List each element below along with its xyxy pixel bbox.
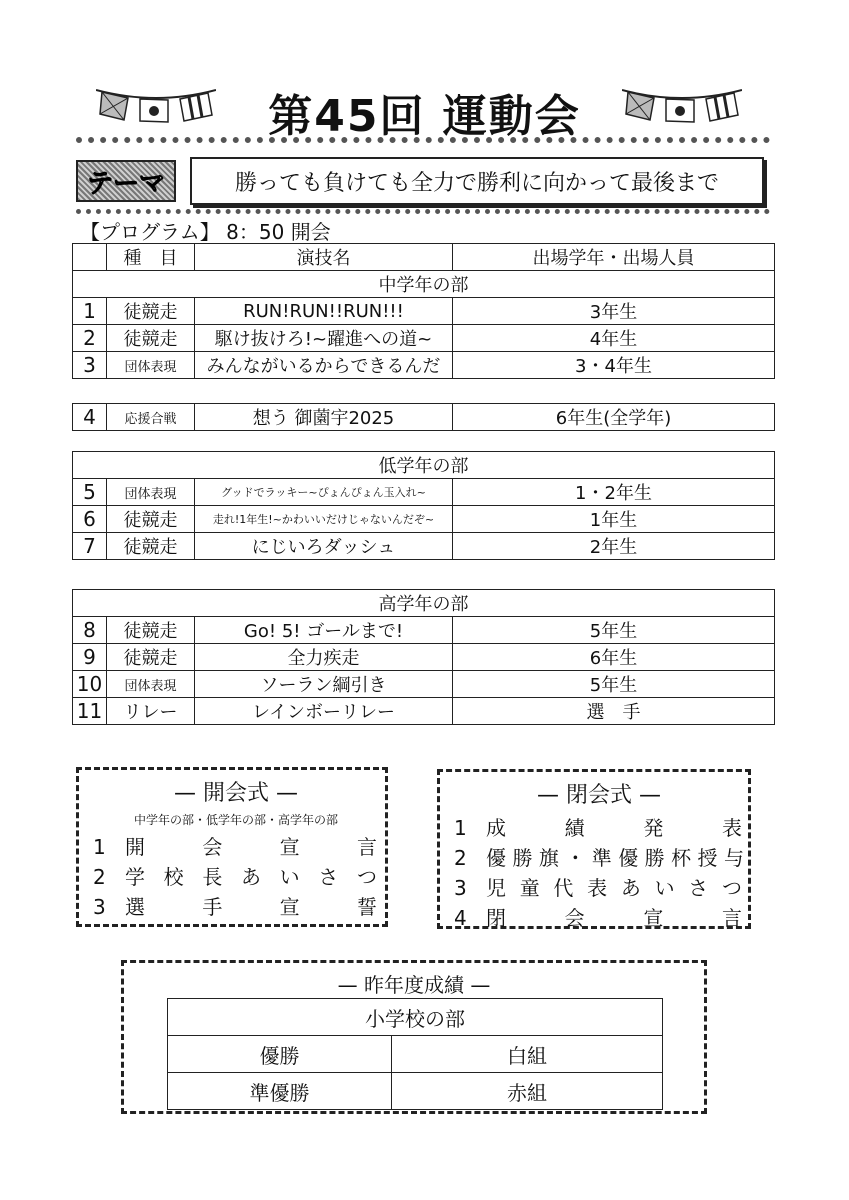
program-table-upper: [72, 589, 775, 725]
event-type: 徒競走: [107, 325, 195, 352]
list-item: [93, 832, 379, 862]
item-text: 成績発表: [486, 816, 744, 840]
table-row: [73, 533, 775, 560]
result-value: 赤組: [392, 1073, 663, 1110]
table-row: [73, 479, 775, 506]
section-header: 低学年の部: [73, 452, 775, 479]
item-number: 2: [454, 846, 467, 870]
column-header: 演技名: [195, 244, 453, 271]
item-text: 児童代表あいさつ: [486, 876, 744, 900]
closing-ceremony-box: [437, 769, 751, 929]
event-number: 8: [73, 617, 107, 644]
table-row: [73, 352, 775, 379]
event-name: RUN!RUN!!RUN!!!: [195, 298, 453, 325]
result-value: 白組: [392, 1036, 663, 1073]
table-row: [73, 617, 775, 644]
section-header: 小学校の部: [168, 999, 663, 1036]
event-name: 想う 御薗宇2025: [195, 404, 453, 431]
event-number: 7: [73, 533, 107, 560]
table-row: [168, 1036, 663, 1073]
event-grade: 1年生: [453, 506, 775, 533]
program-table-lower: [72, 451, 775, 560]
program-heading: 【プログラム】 8：50 開会: [80, 220, 331, 244]
event-number: 6: [73, 506, 107, 533]
table-row: [73, 404, 775, 431]
result-label: 準優勝: [168, 1073, 392, 1110]
event-type: 徒競走: [107, 506, 195, 533]
divider: [76, 137, 770, 143]
item-text: 優勝旗・準優勝杯授与: [486, 846, 744, 870]
event-name: みんながいるからできるんだ: [195, 352, 453, 379]
opening-ceremony-box: [76, 767, 388, 927]
event-number: 1: [73, 298, 107, 325]
event-number: 4: [73, 404, 107, 431]
event-grade: 選 手: [453, 698, 775, 725]
divider: [76, 209, 770, 214]
event-grade: 5年生: [453, 671, 775, 698]
event-number: 9: [73, 644, 107, 671]
event-grade: 1・2年生: [453, 479, 775, 506]
event-grade: 6年生(全学年): [453, 404, 775, 431]
event-name: グッドでラッキー~ぴょんぴょん玉入れ~: [195, 479, 453, 506]
item-text: 学校長あいさつ: [125, 865, 379, 889]
event-name: 走れ!1年生!~かわいいだけじゃないんだぞ~: [195, 506, 453, 533]
list-item: [93, 892, 379, 922]
table-header-row: [73, 244, 775, 271]
event-name: レインボーリレー: [195, 698, 453, 725]
event-type: 徒競走: [107, 644, 195, 671]
table-row: [73, 698, 775, 725]
event-grade: 6年生: [453, 644, 775, 671]
closing-title: — 閉会式 —: [537, 783, 661, 808]
last-year-table: [167, 998, 663, 1110]
opening-title: — 開会式 —: [174, 781, 298, 806]
table-row: [73, 506, 775, 533]
event-name: 全力疾走: [195, 644, 453, 671]
event-number: 5: [73, 479, 107, 506]
item-text: 閉会宣言: [486, 906, 744, 930]
event-grade: 2年生: [453, 533, 775, 560]
event-type: リレー: [107, 698, 195, 725]
list-item: [454, 843, 744, 873]
event-type: 団体表現: [107, 352, 195, 379]
event-type: 徒競走: [107, 617, 195, 644]
list-item: [93, 862, 379, 892]
table-row: [73, 644, 775, 671]
column-header: 出場学年・出場人員: [453, 244, 775, 271]
event-number: 3: [73, 352, 107, 379]
column-header: [73, 244, 107, 271]
table-row: [73, 671, 775, 698]
list-item: [454, 903, 744, 933]
event-grade: 5年生: [453, 617, 775, 644]
event-name: Go! 5! ゴールまで!: [195, 617, 453, 644]
section-header: 高学年の部: [73, 590, 775, 617]
event-name: ソーラン綱引き: [195, 671, 453, 698]
item-number: 1: [454, 816, 467, 840]
item-number: 4: [454, 906, 467, 930]
event-number: 2: [73, 325, 107, 352]
event-type: 応援合戦: [107, 404, 195, 431]
table-row: [73, 325, 775, 352]
event-grade: 4年生: [453, 325, 775, 352]
item-number: 3: [93, 895, 106, 919]
event-grade: 3年生: [453, 298, 775, 325]
event-name: にじいろダッシュ: [195, 533, 453, 560]
item-text: 選手宣誓: [125, 895, 379, 919]
section-header: 中学年の部: [73, 271, 775, 298]
item-number: 2: [93, 865, 106, 889]
theme-text: 勝っても負けても全力で勝利に向かって最後まで: [190, 157, 764, 205]
program-table-cheer: [72, 403, 775, 431]
program-table-middle: [72, 243, 775, 379]
result-label: 優勝: [168, 1036, 392, 1073]
column-header: 種 目: [107, 244, 195, 271]
item-text: 開会宣言: [125, 835, 379, 859]
item-number: 3: [454, 876, 467, 900]
event-number: 10: [73, 671, 107, 698]
page-title: 第45回 運動会: [268, 91, 581, 142]
event-type: 団体表現: [107, 479, 195, 506]
item-number: 1: [93, 835, 106, 859]
list-item: [454, 873, 744, 903]
list-item: [454, 813, 744, 843]
opening-subtitle: 中学年の部・低学年の部・高学年の部: [133, 813, 338, 827]
theme-label: テーマ: [76, 160, 176, 202]
event-type: 徒競走: [107, 298, 195, 325]
event-type: 徒競走: [107, 533, 195, 560]
last-year-title: — 昨年度成績 —: [337, 973, 491, 997]
event-name: 駆け抜けろ!~躍進への道~: [195, 325, 453, 352]
event-type: 団体表現: [107, 671, 195, 698]
event-grade: 3・4年生: [453, 352, 775, 379]
table-row: [168, 1073, 663, 1110]
table-row: [73, 298, 775, 325]
event-number: 11: [73, 698, 107, 725]
